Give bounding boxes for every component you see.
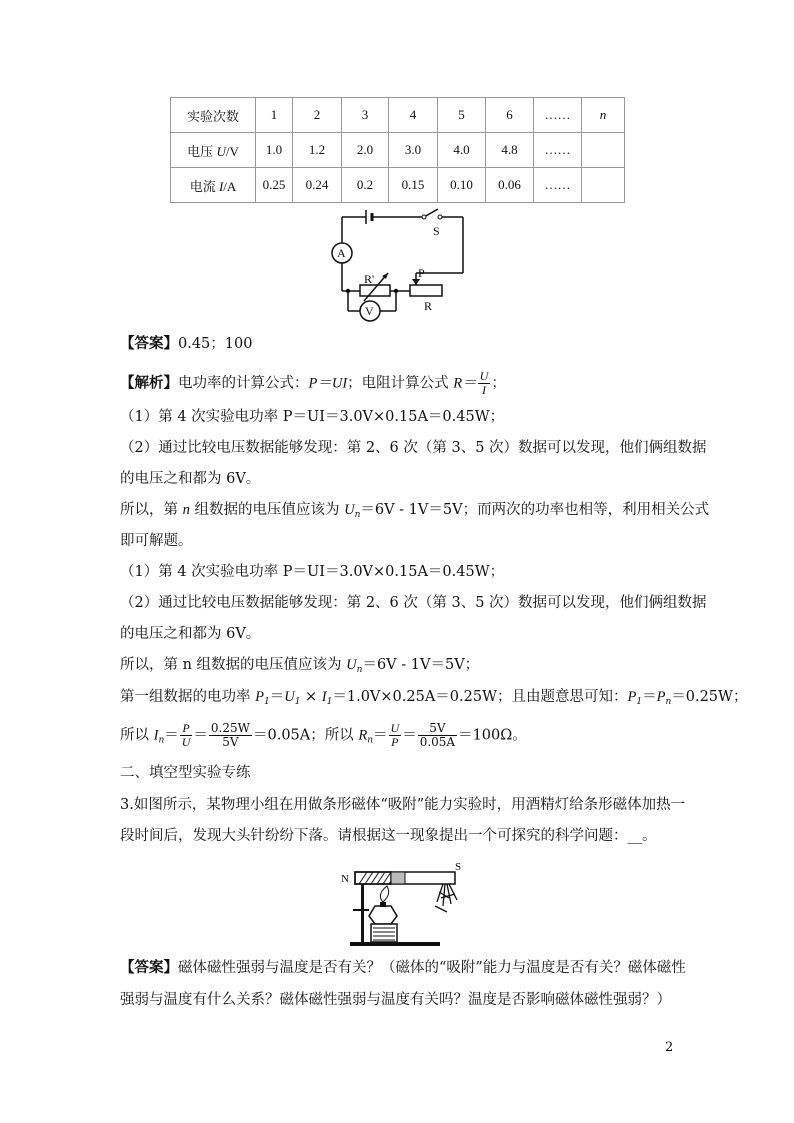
table-header-row — [171, 98, 625, 133]
table-cell: 4 — [389, 98, 438, 133]
table-cell: 4.0 — [438, 133, 486, 168]
answer-3-line: 强弱与温度有什么关系？磁体磁性强弱与温度有关吗？温度是否影响磁体磁性强弱？） — [120, 992, 671, 1008]
row-label: 电压 U/V — [171, 133, 256, 168]
magnet-heating-diagram — [335, 862, 475, 950]
table-cell: 6 — [486, 98, 534, 133]
flame-icon — [380, 886, 388, 902]
table-cell: 0.06 — [486, 168, 534, 203]
table-cell: 实验次数 — [171, 98, 256, 133]
rheostat-label: R' — [364, 272, 375, 286]
analysis-line: 所以 $I_n=$ $\frac{P}{U}$ ＝ $\frac{0.25W}{5V}$ ＝0.05A；所以 $R_n=$ $\frac{U}{P}$ ＝ $\frac{5V}{0.05A}$ ＝100Ω。 — [120, 721, 527, 749]
row-label: 电流 I/A — [171, 168, 256, 203]
table-cell: 1 — [256, 98, 293, 133]
analysis-line: （1）第 4 次实验电功率 P＝UI＝3.0V×0.15A＝0.45W； — [120, 564, 505, 580]
resistor-label: R — [424, 299, 433, 313]
table-cell: 0.2 — [342, 168, 389, 203]
analysis-line: 所以，第 n 组数据的电压值应该为 $U_n=6V - 1V=5V$；而两次的功率也相等，利用相关公式 — [120, 502, 710, 520]
magnet-s-label: S — [455, 862, 462, 873]
analysis-line: 所以，第 n 组数据的电压值应该为 $U_n=6V - 1V=5V$； — [120, 657, 480, 675]
analysis-line: 第一组数据的电功率 $P_1=U_1 \times I_1=1.0V\times 0.25A=0.25W$；且由题意思可知：$P_1=P_n=0.25W$； — [120, 689, 748, 707]
slider-label: P — [418, 266, 425, 280]
alcohol-lamp-icon — [369, 906, 397, 924]
analysis-line: 即可解题。 — [120, 533, 193, 549]
magnet-n-label: N — [341, 873, 349, 885]
table-cell: 0.10 — [438, 168, 486, 203]
question-3-line: 段时间后，发现大头针纷纷下落。请根据这一现象提出一个可探究的科学问题：__。 — [120, 828, 657, 844]
analysis-intro: 【解析】电功率的计算公式：P＝UI；电阻计算公式 R＝ $\frac{U}{I}$ ； — [120, 369, 506, 397]
table-cell: 2.0 — [342, 133, 389, 168]
analysis-line: （2）通过比较电压数据能够发现：第 2、6 次（第 3、5 次）数据可以发现，他们俩组数据 — [120, 595, 707, 611]
table-row-voltage — [171, 133, 625, 168]
circuit-diagram — [320, 205, 480, 330]
data-table — [170, 97, 625, 203]
answer-3: 【答案】磁体磁性强弱与温度是否有关？（磁体的“吸附”能力与温度是否有关？磁体磁性 — [120, 959, 686, 976]
ammeter-label: A — [337, 246, 346, 260]
table-cell — [582, 168, 625, 203]
pins-icon — [435, 884, 457, 912]
table-cell: …… — [534, 168, 582, 203]
voltmeter-label: V — [365, 304, 374, 318]
table-cell: n — [582, 98, 625, 133]
analysis-line: 的电压之和都为 6V。 — [120, 471, 261, 487]
table-cell: 0.24 — [293, 168, 342, 203]
table-cell: 3.0 — [389, 133, 438, 168]
table-cell: …… — [534, 133, 582, 168]
table-cell: 0.15 — [389, 168, 438, 203]
table-cell: 5 — [438, 98, 486, 133]
switch-label: S — [433, 224, 440, 238]
analysis-line: （2）通过比较电压数据能够发现：第 2、6 次（第 3、5 次）数据可以发现，他们俩组数据 — [120, 440, 707, 456]
table-cell: 1.0 — [256, 133, 293, 168]
page-number: 2 — [665, 1040, 674, 1055]
analysis-line: （1）第 4 次实验电功率 P＝UI＝3.0V×0.15A＝0.45W； — [120, 409, 505, 425]
table-cell: 2 — [293, 98, 342, 133]
table-cell: 4.8 — [486, 133, 534, 168]
table-row-current — [171, 168, 625, 203]
table-cell: 3 — [342, 98, 389, 133]
table-cell: 0.25 — [256, 168, 293, 203]
answer-1: 【答案】0.45；100 — [120, 335, 253, 352]
section-heading: 二、填空型实验专练 — [120, 765, 251, 781]
table-cell — [582, 133, 625, 168]
question-3-line: 3.如图所示，某物理小组在用做条形磁体“吸附”能力实验时，用酒精灯给条形磁体加热一 — [120, 797, 686, 813]
analysis-line: 的电压之和都为 6V。 — [120, 626, 261, 642]
table-cell: 1.2 — [293, 133, 342, 168]
table-cell: …… — [534, 98, 582, 133]
